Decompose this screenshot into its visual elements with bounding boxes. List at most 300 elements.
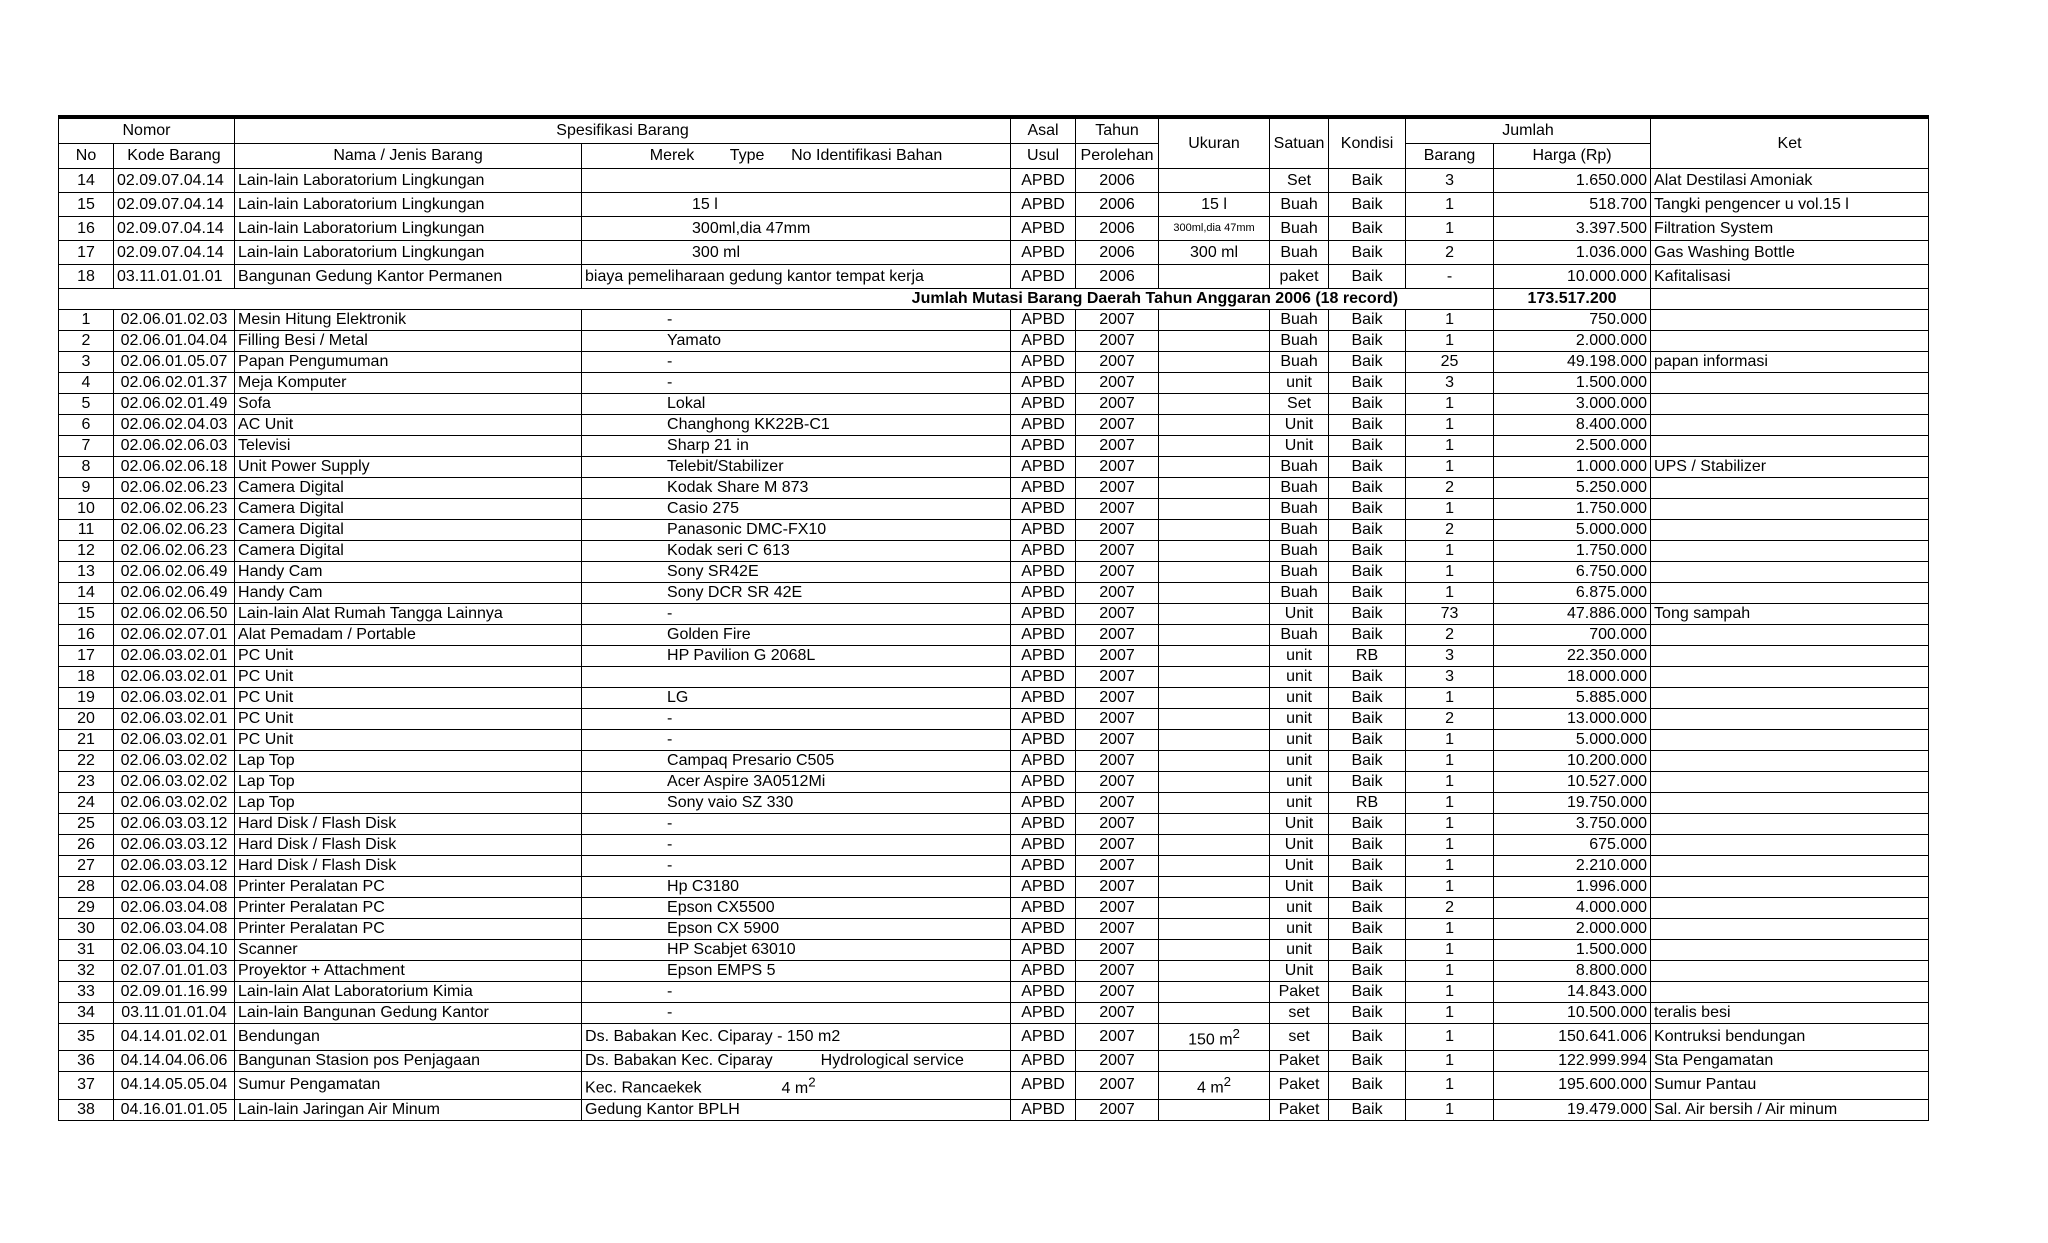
cell-satuan: unit	[1270, 940, 1329, 961]
spec-merek: Changhong KK22B-C1	[667, 416, 830, 433]
table-row	[59, 709, 1929, 730]
cell-kondisi: Baik	[1329, 415, 1406, 436]
spec-merek: Sony DCR SR 42E	[667, 584, 803, 601]
spec-merek: 15 l	[692, 196, 718, 213]
table-row	[59, 940, 1929, 961]
cell-ukuran	[1159, 793, 1270, 814]
cell-ukuran	[1159, 772, 1270, 793]
cell-kode: 02.06.02.01.37	[114, 373, 235, 394]
cell-asal: APBD	[1011, 667, 1076, 688]
header-type: Type	[729, 147, 765, 164]
cell-kondisi: Baik	[1329, 562, 1406, 583]
table-row	[59, 169, 1929, 193]
cell-nama: Lain-lain Laboratorium Lingkungan	[235, 169, 582, 193]
cell-tahun: 2007	[1076, 898, 1159, 919]
cell-nama: Sumur Pengamatan	[235, 1072, 582, 1099]
cell-spesifikasi	[582, 193, 1011, 217]
spec-merek: -	[667, 983, 673, 1000]
cell-no: 8	[59, 457, 114, 478]
cell-kode: 02.06.02.01.49	[114, 394, 235, 415]
cell-kode: 02.06.03.04.08	[114, 877, 235, 898]
cell-satuan: paket	[1270, 265, 1329, 289]
cell-satuan: Unit	[1270, 961, 1329, 982]
cell-kondisi: Baik	[1329, 625, 1406, 646]
cell-no: 31	[59, 940, 114, 961]
cell-kondisi: Baik	[1329, 604, 1406, 625]
cell-barang: 1	[1406, 562, 1494, 583]
table-row	[59, 898, 1929, 919]
cell-nama: Lain-lain Laboratorium Lingkungan	[235, 241, 582, 265]
cell-satuan: Set	[1270, 169, 1329, 193]
cell-asal: APBD	[1011, 373, 1076, 394]
cell-harga: 6.875.000	[1494, 583, 1651, 604]
cell-kode: 02.09.01.16.99	[114, 982, 235, 1003]
spec-merek: -	[667, 605, 673, 622]
cell-barang: 1	[1406, 1003, 1494, 1024]
cell-satuan: Buah	[1270, 331, 1329, 352]
spec-merek: Golden Fire	[667, 626, 751, 643]
cell-spesifikasi	[582, 415, 1011, 436]
cell-kode: 04.14.04.06.06	[114, 1051, 235, 1072]
cell-satuan: Buah	[1270, 499, 1329, 520]
cell-kondisi: Baik	[1329, 1099, 1406, 1120]
cell-ukuran	[1159, 478, 1270, 499]
cell-kode: 02.09.07.04.14	[114, 169, 235, 193]
cell-tahun: 2007	[1076, 688, 1159, 709]
cell-spesifikasi	[582, 394, 1011, 415]
cell-ket	[1651, 373, 1929, 394]
table-row	[59, 520, 1929, 541]
cell-barang: 1	[1406, 961, 1494, 982]
cell-spesifikasi	[582, 331, 1011, 352]
cell-harga: 10.000.000	[1494, 265, 1651, 289]
cell-tahun: 2007	[1076, 394, 1159, 415]
spec-merek: Kodak Share M 873	[667, 479, 809, 496]
cell-barang: 1	[1406, 688, 1494, 709]
cell-no: 7	[59, 436, 114, 457]
cell-no: 1	[59, 310, 114, 331]
cell-asal: APBD	[1011, 562, 1076, 583]
cell-ket: Tangki pengencer u vol.15 l	[1651, 193, 1929, 217]
cell-kondisi: Baik	[1329, 1072, 1406, 1099]
table-row	[59, 217, 1929, 241]
cell-harga: 4.000.000	[1494, 898, 1651, 919]
table-row	[59, 193, 1929, 217]
cell-barang: 1	[1406, 499, 1494, 520]
cell-barang: 1	[1406, 457, 1494, 478]
cell-satuan: Buah	[1270, 583, 1329, 604]
cell-ukuran	[1159, 541, 1270, 562]
spec-merek: Casio 275	[667, 500, 740, 517]
cell-asal: APBD	[1011, 217, 1076, 241]
cell-nama: AC Unit	[235, 415, 582, 436]
cell-ket: Kafitalisasi	[1651, 265, 1929, 289]
cell-spesifikasi	[582, 919, 1011, 940]
cell-asal: APBD	[1011, 1024, 1076, 1051]
cell-ukuran	[1159, 856, 1270, 877]
cell-satuan: unit	[1270, 373, 1329, 394]
cell-asal: APBD	[1011, 1051, 1076, 1072]
cell-harga: 10.200.000	[1494, 751, 1651, 772]
cell-kode: 02.06.01.05.07	[114, 352, 235, 373]
cell-tahun: 2006	[1076, 169, 1159, 193]
cell-spesifikasi	[582, 793, 1011, 814]
cell-barang: 2	[1406, 478, 1494, 499]
cell-spesifikasi	[582, 217, 1011, 241]
cell-tahun: 2007	[1076, 604, 1159, 625]
table-row	[59, 730, 1929, 751]
cell-harga: 49.198.000	[1494, 352, 1651, 373]
cell-barang: 3	[1406, 373, 1494, 394]
cell-kondisi: Baik	[1329, 688, 1406, 709]
cell-no: 10	[59, 499, 114, 520]
cell-spesifikasi	[582, 499, 1011, 520]
cell-kode: 02.09.07.04.14	[114, 217, 235, 241]
cell-spesifikasi	[582, 169, 1011, 193]
cell-ukuran	[1159, 646, 1270, 667]
total-label: Jumlah Mutasi Barang Daerah Tahun Anggaran 2006 (18 record)	[59, 289, 1494, 310]
cell-tahun: 2007	[1076, 919, 1159, 940]
cell-no: 12	[59, 541, 114, 562]
cell-kode: 02.06.03.02.01	[114, 730, 235, 751]
cell-ukuran	[1159, 688, 1270, 709]
cell-ket: Sal. Air bersih / Air minum	[1651, 1099, 1929, 1120]
cell-harga: 1.750.000	[1494, 541, 1651, 562]
spec-merek: biaya pemeliharaan gedung kantor tempat kerja	[585, 268, 924, 285]
cell-ukuran	[1159, 898, 1270, 919]
cell-ket	[1651, 982, 1929, 1003]
cell-tahun: 2007	[1076, 667, 1159, 688]
cell-nama: Meja Komputer	[235, 373, 582, 394]
spec-type: Hydrological service	[820, 1052, 964, 1070]
spec-merek: -	[667, 710, 673, 727]
cell-nama: Printer Peralatan PC	[235, 877, 582, 898]
cell-harga: 19.479.000	[1494, 1099, 1651, 1120]
cell-ukuran	[1159, 217, 1270, 241]
cell-kondisi: Baik	[1329, 457, 1406, 478]
cell-tahun: 2007	[1076, 1024, 1159, 1051]
cell-satuan: Buah	[1270, 352, 1329, 373]
cell-kondisi: Baik	[1329, 373, 1406, 394]
cell-nama: Lap Top	[235, 751, 582, 772]
table-row	[59, 310, 1929, 331]
cell-satuan: Unit	[1270, 415, 1329, 436]
cell-asal: APBD	[1011, 457, 1076, 478]
header-tahun: Tahun	[1076, 117, 1159, 144]
cell-tahun: 2006	[1076, 265, 1159, 289]
cell-spesifikasi	[582, 856, 1011, 877]
cell-asal: APBD	[1011, 310, 1076, 331]
cell-satuan: Buah	[1270, 241, 1329, 265]
cell-kode: 02.06.02.06.49	[114, 562, 235, 583]
cell-kondisi: Baik	[1329, 751, 1406, 772]
spec-merek: -	[667, 836, 673, 853]
cell-satuan: Unit	[1270, 856, 1329, 877]
cell-harga: 14.843.000	[1494, 982, 1651, 1003]
cell-asal: APBD	[1011, 793, 1076, 814]
cell-spesifikasi	[582, 457, 1011, 478]
cell-barang: 1	[1406, 1072, 1494, 1099]
cell-harga: 1.500.000	[1494, 940, 1651, 961]
ukuran-value: 4 m	[1196, 1079, 1224, 1097]
cell-kode: 02.06.02.06.23	[114, 541, 235, 562]
spec-merek: -	[667, 311, 673, 328]
cell-asal: APBD	[1011, 415, 1076, 436]
spec-merek: -	[667, 731, 673, 748]
cell-harga: 22.350.000	[1494, 646, 1651, 667]
cell-tahun: 2007	[1076, 583, 1159, 604]
cell-nama: Lap Top	[235, 772, 582, 793]
cell-kondisi: Baik	[1329, 583, 1406, 604]
table-row	[59, 394, 1929, 415]
cell-ukuran	[1159, 310, 1270, 331]
cell-tahun: 2007	[1076, 415, 1159, 436]
cell-barang: 1	[1406, 940, 1494, 961]
cell-kode: 03.11.01.01.01	[114, 265, 235, 289]
cell-kode: 04.14.05.05.04	[114, 1072, 235, 1099]
header-nomor: Nomor	[59, 117, 235, 144]
cell-ukuran	[1159, 604, 1270, 625]
cell-tahun: 2006	[1076, 193, 1159, 217]
cell-ket	[1651, 898, 1929, 919]
cell-kode: 02.06.03.02.01	[114, 709, 235, 730]
cell-ket: Filtration System	[1651, 217, 1929, 241]
cell-harga: 1.650.000	[1494, 169, 1651, 193]
cell-ukuran	[1159, 193, 1270, 217]
ukuran-value: 150 m	[1188, 1031, 1233, 1049]
cell-barang: 1	[1406, 193, 1494, 217]
table-row	[59, 499, 1929, 520]
cell-kondisi: Baik	[1329, 772, 1406, 793]
cell-nama: Hard Disk / Flash Disk	[235, 856, 582, 877]
header-ket: Ket	[1651, 117, 1929, 169]
cell-harga: 518.700	[1494, 193, 1651, 217]
cell-ket	[1651, 709, 1929, 730]
table-row	[59, 436, 1929, 457]
cell-nama: Proyektor + Attachment	[235, 961, 582, 982]
header-no: No	[59, 144, 114, 169]
cell-asal: APBD	[1011, 688, 1076, 709]
cell-ket	[1651, 436, 1929, 457]
header-ukuran: Ukuran	[1159, 117, 1270, 169]
cell-spesifikasi	[582, 352, 1011, 373]
cell-asal: APBD	[1011, 877, 1076, 898]
spec-merek: Yamato	[667, 332, 721, 349]
cell-tahun: 2007	[1076, 457, 1159, 478]
cell-tahun: 2007	[1076, 961, 1159, 982]
cell-spesifikasi	[582, 373, 1011, 394]
cell-ukuran	[1159, 169, 1270, 193]
cell-asal: APBD	[1011, 193, 1076, 217]
cell-asal: APBD	[1011, 520, 1076, 541]
cell-asal: APBD	[1011, 814, 1076, 835]
cell-spesifikasi	[582, 241, 1011, 265]
cell-harga: 2.500.000	[1494, 436, 1651, 457]
cell-spesifikasi	[582, 961, 1011, 982]
cell-no: 32	[59, 961, 114, 982]
cell-barang: 1	[1406, 982, 1494, 1003]
cell-asal: APBD	[1011, 625, 1076, 646]
cell-nama: PC Unit	[235, 667, 582, 688]
cell-spesifikasi	[582, 583, 1011, 604]
cell-harga: 2.000.000	[1494, 331, 1651, 352]
cell-tahun: 2007	[1076, 835, 1159, 856]
cell-satuan: Unit	[1270, 436, 1329, 457]
cell-spesifikasi	[582, 436, 1011, 457]
spec-merek: Epson EMPS 5	[667, 962, 776, 979]
cell-nama: Lap Top	[235, 793, 582, 814]
cell-asal: APBD	[1011, 835, 1076, 856]
cell-asal: APBD	[1011, 982, 1076, 1003]
cell-kondisi: Baik	[1329, 331, 1406, 352]
cell-asal: APBD	[1011, 646, 1076, 667]
cell-kondisi: Baik	[1329, 940, 1406, 961]
cell-barang: 1	[1406, 1051, 1494, 1072]
header-spesifikasi: Spesifikasi Barang	[235, 117, 1011, 144]
cell-tahun: 2007	[1076, 1003, 1159, 1024]
table-row	[59, 835, 1929, 856]
table-row	[59, 772, 1929, 793]
table-row	[59, 982, 1929, 1003]
cell-nama: Scanner	[235, 940, 582, 961]
cell-nama: Printer Peralatan PC	[235, 898, 582, 919]
total-row	[59, 289, 1929, 310]
cell-spesifikasi	[582, 772, 1011, 793]
spec-merek: Epson CX5500	[667, 899, 775, 916]
spec-merek: -	[667, 353, 673, 370]
cell-asal: APBD	[1011, 436, 1076, 457]
cell-spesifikasi	[582, 646, 1011, 667]
cell-nama: Mesin Hitung Elektronik	[235, 310, 582, 331]
cell-ket	[1651, 583, 1929, 604]
cell-no: 5	[59, 394, 114, 415]
cell-ket: Tong sampah	[1651, 604, 1929, 625]
cell-kode: 02.06.02.06.23	[114, 499, 235, 520]
header-merek: Merek	[649, 147, 695, 164]
cell-ket	[1651, 793, 1929, 814]
cell-kondisi: Baik	[1329, 217, 1406, 241]
cell-no: 11	[59, 520, 114, 541]
cell-nama: Lain-lain Laboratorium Lingkungan	[235, 217, 582, 241]
cell-ukuran	[1159, 1003, 1270, 1024]
cell-ket	[1651, 646, 1929, 667]
cell-tahun: 2007	[1076, 1099, 1159, 1120]
cell-nama: Handy Cam	[235, 583, 582, 604]
cell-asal: APBD	[1011, 709, 1076, 730]
cell-satuan: set	[1270, 1024, 1329, 1051]
cell-tahun: 2007	[1076, 772, 1159, 793]
cell-harga: 1.036.000	[1494, 241, 1651, 265]
cell-kode: 02.06.03.04.08	[114, 898, 235, 919]
table-row	[59, 562, 1929, 583]
cell-tahun: 2007	[1076, 1072, 1159, 1099]
cell-kondisi: Baik	[1329, 265, 1406, 289]
cell-kode: 02.09.07.04.14	[114, 193, 235, 217]
spec-merek: Sony SR42E	[667, 563, 759, 580]
cell-nama: Camera Digital	[235, 499, 582, 520]
cell-kode: 02.06.01.02.03	[114, 310, 235, 331]
cell-nama: Bangunan Stasion pos Penjagaan	[235, 1051, 582, 1072]
cell-harga: 47.886.000	[1494, 604, 1651, 625]
cell-kondisi: Baik	[1329, 877, 1406, 898]
cell-no: 16	[59, 217, 114, 241]
cell-barang: 1	[1406, 1099, 1494, 1120]
cell-satuan: Buah	[1270, 217, 1329, 241]
cell-no: 15	[59, 193, 114, 217]
cell-ukuran	[1159, 877, 1270, 898]
cell-ket	[1651, 730, 1929, 751]
spec-merek: HP Scabjet 63010	[667, 941, 796, 958]
cell-kode: 02.06.03.02.01	[114, 646, 235, 667]
cell-nama: Bangunan Gedung Kantor Permanen	[235, 265, 582, 289]
cell-ukuran	[1159, 730, 1270, 751]
cell-ket	[1651, 667, 1929, 688]
header-asal: Asal	[1011, 117, 1076, 144]
header-jumlah: Jumlah	[1406, 117, 1651, 144]
cell-spesifikasi	[582, 310, 1011, 331]
cell-ukuran	[1159, 352, 1270, 373]
rows-2007	[59, 310, 1929, 1121]
table-row	[59, 1099, 1929, 1120]
table-row	[59, 415, 1929, 436]
cell-kondisi: Baik	[1329, 436, 1406, 457]
cell-tahun: 2007	[1076, 877, 1159, 898]
header-harga: Harga (Rp)	[1494, 144, 1651, 169]
cell-satuan: unit	[1270, 688, 1329, 709]
cell-satuan: unit	[1270, 730, 1329, 751]
cell-nama: Bendungan	[235, 1024, 582, 1051]
cell-no: 24	[59, 793, 114, 814]
cell-spesifikasi	[582, 730, 1011, 751]
cell-barang: 2	[1406, 898, 1494, 919]
cell-nama: Camera Digital	[235, 541, 582, 562]
cell-asal: APBD	[1011, 961, 1076, 982]
cell-kode: 02.06.03.02.02	[114, 793, 235, 814]
cell-satuan: unit	[1270, 709, 1329, 730]
cell-tahun: 2007	[1076, 1051, 1159, 1072]
cell-barang: 1	[1406, 310, 1494, 331]
superscript: 2	[1223, 1074, 1232, 1090]
cell-nama: PC Unit	[235, 646, 582, 667]
cell-ket: Alat Destilasi Amoniak	[1651, 169, 1929, 193]
cell-spesifikasi	[582, 625, 1011, 646]
cell-kode: 02.06.03.02.02	[114, 751, 235, 772]
cell-kondisi: Baik	[1329, 667, 1406, 688]
table-row	[59, 457, 1929, 478]
cell-barang: 1	[1406, 730, 1494, 751]
cell-satuan: unit	[1270, 667, 1329, 688]
cell-harga: 8.800.000	[1494, 961, 1651, 982]
cell-kode: 02.09.07.04.14	[114, 241, 235, 265]
cell-kondisi: Baik	[1329, 1051, 1406, 1072]
cell-no: 28	[59, 877, 114, 898]
cell-asal: APBD	[1011, 241, 1076, 265]
cell-kondisi: Baik	[1329, 499, 1406, 520]
cell-ket	[1651, 940, 1929, 961]
cell-ket	[1651, 814, 1929, 835]
cell-kondisi: Baik	[1329, 961, 1406, 982]
cell-barang: -	[1406, 265, 1494, 289]
cell-asal: APBD	[1011, 478, 1076, 499]
cell-tahun: 2007	[1076, 814, 1159, 835]
table-row	[59, 1024, 1929, 1051]
cell-barang: 1	[1406, 415, 1494, 436]
cell-tahun: 2006	[1076, 241, 1159, 265]
cell-tahun: 2007	[1076, 436, 1159, 457]
header-nama: Nama / Jenis Barang	[235, 144, 582, 169]
cell-ukuran	[1159, 457, 1270, 478]
cell-satuan: Buah	[1270, 478, 1329, 499]
